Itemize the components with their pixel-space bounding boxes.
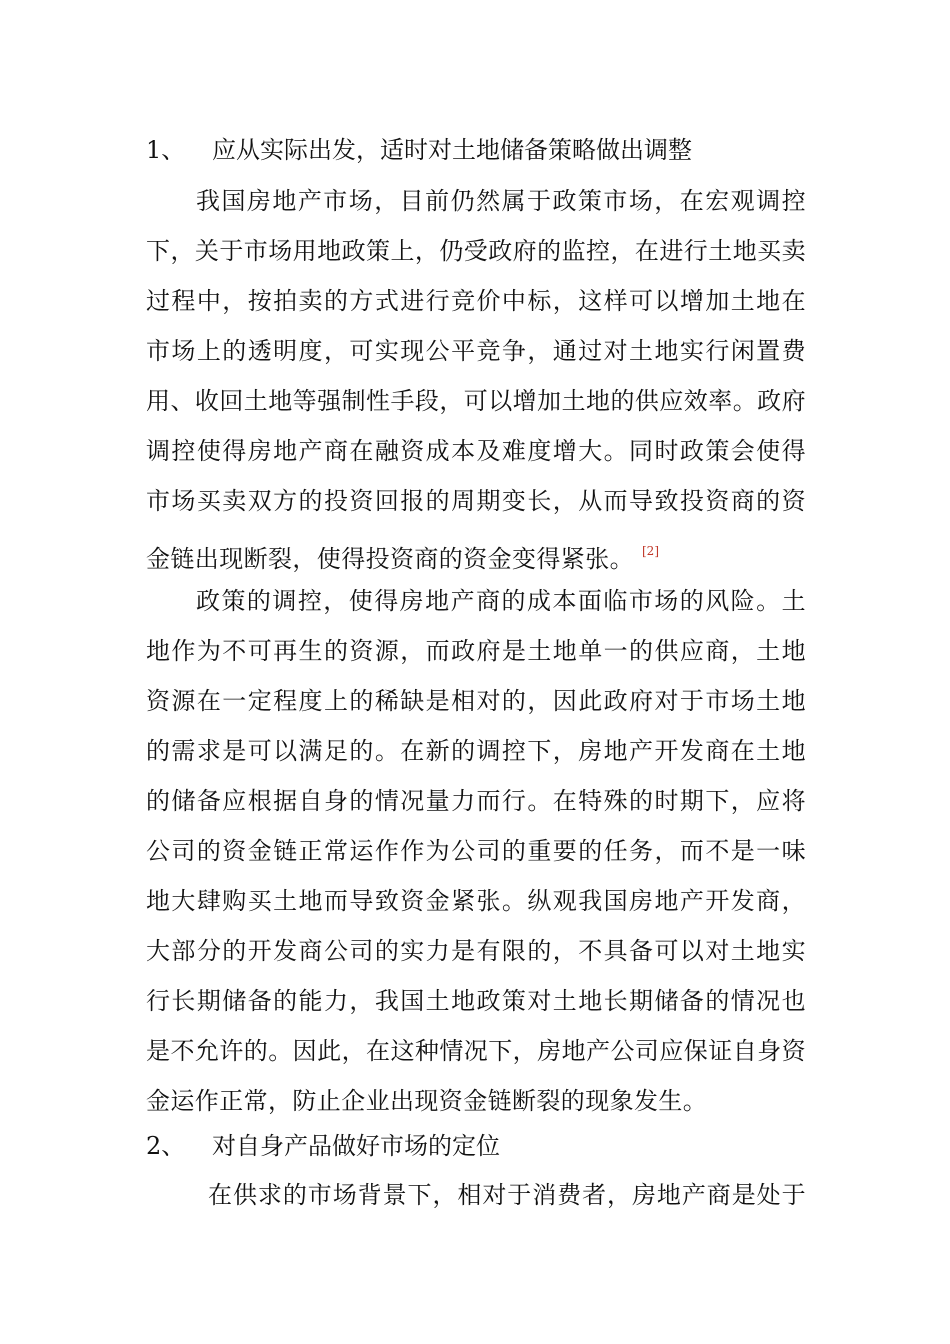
paragraph-line: 过程中，按拍卖的方式进行竞价中标，这样可以增加土地在: [146, 287, 806, 315]
paragraph-line: 公司的资金链正常运作作为公司的重要的任务，而不是一味: [146, 837, 806, 865]
paragraph-line: 金运作正常，防止企业出现资金链断裂的现象发生。: [146, 1087, 708, 1115]
paragraph-line: 地大肆购买土地而导致资金紧张。纵观我国房地产开发商，: [146, 887, 806, 915]
paragraph-1: [146, 176, 806, 576]
paragraph-line: 用、收回土地等强制性手段，可以增加土地的供应效率。政府: [146, 387, 806, 415]
paragraph-line: 行长期储备的能力，我国土地政策对土地长期储备的情况也: [146, 987, 806, 1015]
paragraph-line: 在供求的市场背景下，相对于消费者，房地产商是处于: [208, 1181, 806, 1209]
paragraph-line: 政策的调控，使得房地产商的成本面临市场的风险。土: [196, 587, 806, 615]
paragraph-line: 的需求是可以满足的。在新的调控下，房地产开发商在土地: [146, 737, 806, 765]
paragraph-line-text: 金链出现断裂，使得投资商的资金变得紧张。: [146, 545, 634, 573]
section-title: 应从实际出发，适时对土地储备策略做出调整: [212, 136, 692, 164]
section-number: 1、: [146, 136, 186, 164]
paragraph-line: 市场上的透明度，可实现公平竞争，通过对土地实行闲置费: [146, 337, 806, 365]
paragraph-line: 地作为不可再生的资源，而政府是土地单一的供应商，土地: [146, 637, 806, 665]
section-heading-1: [146, 130, 692, 170]
section-title: 对自身产品做好市场的定位: [212, 1132, 500, 1160]
paragraph-line: 调控使得房地产商在融资成本及难度增大。同时政策会使得: [146, 437, 806, 465]
paragraph-line: [146, 526, 806, 576]
paragraph-line: 是不允许的。因此，在这种情况下，房地产公司应保证自身资: [146, 1037, 806, 1065]
paragraph-3: [146, 1170, 806, 1220]
paragraph-line: 市场买卖双方的投资回报的周期变长，从而导致投资商的资: [146, 487, 806, 515]
citation-marker: [2]: [642, 544, 659, 558]
paragraph-line: 我国房地产市场，目前仍然属于政策市场，在宏观调控: [196, 187, 806, 215]
section-heading-2: [146, 1126, 500, 1166]
paragraph-2: [146, 576, 806, 1126]
paragraph-line: 下，关于市场用地政策上，仍受政府的监控，在进行土地买卖: [146, 237, 806, 265]
paragraph-line: 资源在一定程度上的稀缺是相对的，因此政府对于市场土地: [146, 687, 806, 715]
paragraph-line: 大部分的开发商公司的实力是有限的，不具备可以对土地实: [146, 937, 806, 965]
section-number: 2、: [146, 1132, 186, 1160]
paragraph-line: 的储备应根据自身的情况量力而行。在特殊的时期下，应将: [146, 787, 806, 815]
